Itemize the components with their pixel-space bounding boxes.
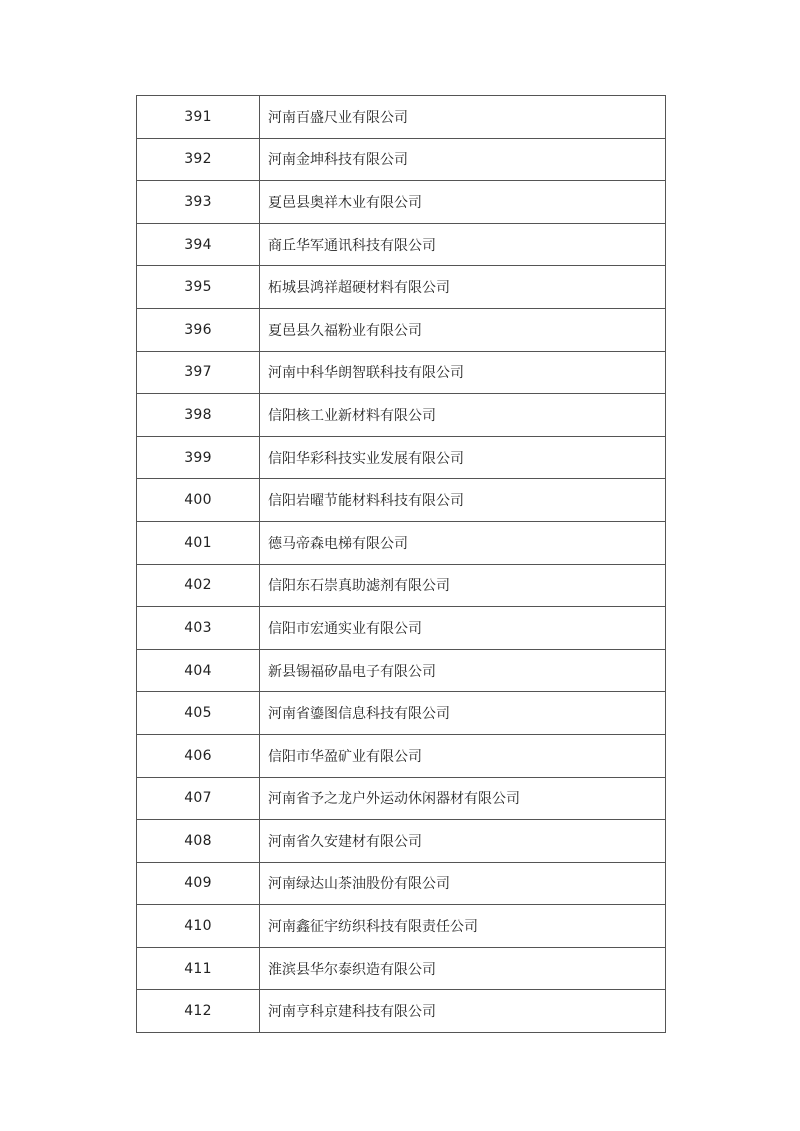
- company-name: 河南省久安建材有限公司: [260, 820, 666, 863]
- company-name: 信阳市华盈矿业有限公司: [260, 734, 666, 777]
- row-number: 396: [137, 308, 260, 351]
- table-row: [137, 990, 666, 1033]
- table-row: [137, 862, 666, 905]
- row-number: 407: [137, 777, 260, 820]
- company-name: 河南绿达山茶油股份有限公司: [260, 862, 666, 905]
- table-row: [137, 607, 666, 650]
- row-number: 411: [137, 947, 260, 990]
- table-row: [137, 820, 666, 863]
- row-number: 405: [137, 692, 260, 735]
- company-name: 信阳岩曜节能材料科技有限公司: [260, 479, 666, 522]
- company-name: 河南金坤科技有限公司: [260, 138, 666, 181]
- table-row: [137, 394, 666, 437]
- row-number: 400: [137, 479, 260, 522]
- company-name: 新县锡福矽晶电子有限公司: [260, 649, 666, 692]
- row-number: 409: [137, 862, 260, 905]
- table-row: [137, 96, 666, 139]
- company-name: 河南省鎏图信息科技有限公司: [260, 692, 666, 735]
- company-name: 河南鑫征宇纺织科技有限责任公司: [260, 905, 666, 948]
- row-number: 392: [137, 138, 260, 181]
- table-row: [137, 564, 666, 607]
- company-name: 信阳华彩科技实业发展有限公司: [260, 436, 666, 479]
- row-number: 404: [137, 649, 260, 692]
- table-row: [137, 266, 666, 309]
- table-row: [137, 223, 666, 266]
- table-row: [137, 649, 666, 692]
- row-number: 412: [137, 990, 260, 1033]
- table-row: [137, 308, 666, 351]
- company-name: 夏邑县久福粉业有限公司: [260, 308, 666, 351]
- row-number: 408: [137, 820, 260, 863]
- row-number: 395: [137, 266, 260, 309]
- row-number: 391: [137, 96, 260, 139]
- row-number: 399: [137, 436, 260, 479]
- row-number: 401: [137, 521, 260, 564]
- row-number: 394: [137, 223, 260, 266]
- company-name: 柘城县鸿祥超硬材料有限公司: [260, 266, 666, 309]
- company-name: 信阳东石崇真助滤剂有限公司: [260, 564, 666, 607]
- company-name: 商丘华军通讯科技有限公司: [260, 223, 666, 266]
- row-number: 406: [137, 734, 260, 777]
- company-name: 河南亨科京建科技有限公司: [260, 990, 666, 1033]
- company-name: 河南百盛尺业有限公司: [260, 96, 666, 139]
- table-row: [137, 351, 666, 394]
- table-row: [137, 947, 666, 990]
- table-row: [137, 905, 666, 948]
- table-row: [137, 692, 666, 735]
- company-name: 淮滨县华尔泰织造有限公司: [260, 947, 666, 990]
- row-number: 398: [137, 394, 260, 437]
- company-name: 信阳市宏通实业有限公司: [260, 607, 666, 650]
- company-name: 河南中科华朗智联科技有限公司: [260, 351, 666, 394]
- table-row: [137, 181, 666, 224]
- row-number: 402: [137, 564, 260, 607]
- row-number: 403: [137, 607, 260, 650]
- table-row: [137, 777, 666, 820]
- company-name: 河南省予之龙户外运动休闲器材有限公司: [260, 777, 666, 820]
- company-list-table: [136, 95, 666, 1033]
- row-number: 410: [137, 905, 260, 948]
- company-name: 夏邑县奥祥木业有限公司: [260, 181, 666, 224]
- company-name: 德马帝森电梯有限公司: [260, 521, 666, 564]
- table-row: [137, 436, 666, 479]
- table-row: [137, 138, 666, 181]
- row-number: 397: [137, 351, 260, 394]
- table-row: [137, 479, 666, 522]
- table-row: [137, 521, 666, 564]
- table-row: [137, 734, 666, 777]
- row-number: 393: [137, 181, 260, 224]
- company-name: 信阳核工业新材料有限公司: [260, 394, 666, 437]
